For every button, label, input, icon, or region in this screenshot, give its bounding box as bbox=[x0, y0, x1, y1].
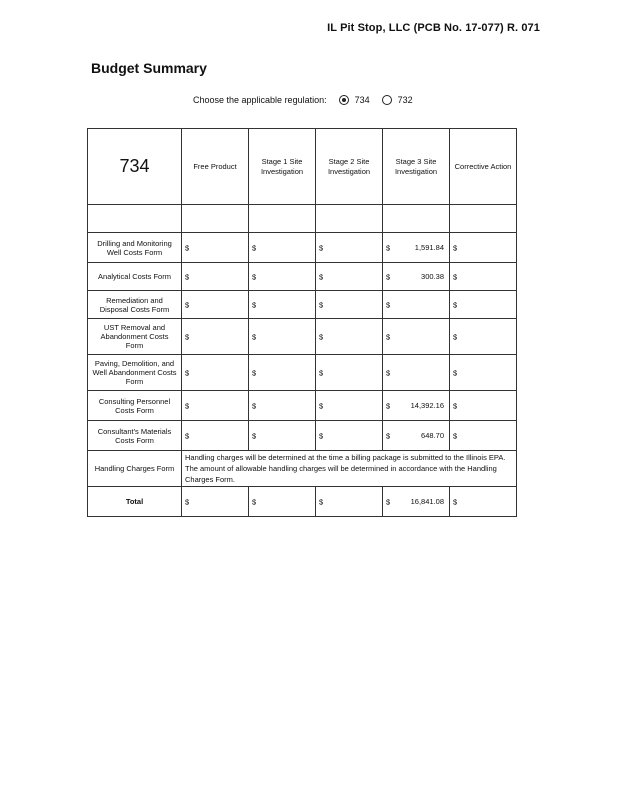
radio-734[interactable] bbox=[339, 95, 349, 105]
amount-cell[interactable] bbox=[182, 263, 249, 291]
amount-cell[interactable] bbox=[450, 421, 517, 451]
col-header-free-product: Free Product bbox=[182, 129, 249, 205]
amount-cell[interactable] bbox=[383, 319, 450, 355]
currency-symbol: $ bbox=[185, 332, 190, 341]
currency-symbol: $ bbox=[252, 300, 257, 309]
radio-732[interactable] bbox=[382, 95, 392, 105]
total-label: Total bbox=[88, 487, 182, 517]
amount-cell[interactable] bbox=[182, 391, 249, 421]
col-header-stage1: Stage 1 Site Investigation bbox=[249, 129, 316, 205]
currency-symbol: $ bbox=[386, 300, 391, 309]
currency-symbol: $ bbox=[252, 368, 257, 377]
currency-symbol: $ bbox=[453, 332, 458, 341]
row-label: Consultant's Materials Costs Form bbox=[88, 421, 182, 451]
blank-row bbox=[88, 205, 517, 233]
row-label: Paving, Demolition, and Well Abandonment Costs Form bbox=[88, 355, 182, 391]
currency-symbol: $ bbox=[319, 368, 324, 377]
currency-symbol: $ bbox=[453, 368, 458, 377]
currency-symbol: $ bbox=[252, 431, 257, 440]
row-label: Consulting Personnel Costs Form bbox=[88, 391, 182, 421]
amount-cell[interactable] bbox=[450, 391, 517, 421]
table-row bbox=[88, 291, 517, 319]
amount-cell[interactable] bbox=[383, 291, 450, 319]
regulation-label: 734 bbox=[88, 129, 182, 205]
currency-symbol: $ bbox=[319, 243, 324, 252]
amount-cell[interactable] bbox=[450, 233, 517, 263]
table-row bbox=[88, 391, 517, 421]
regulation-selector bbox=[193, 95, 413, 105]
currency-symbol: $ bbox=[185, 272, 190, 281]
amount-cell[interactable] bbox=[316, 391, 383, 421]
amount-cell[interactable] bbox=[182, 233, 249, 263]
amount-value: 648.70 bbox=[421, 431, 444, 440]
table-row bbox=[88, 263, 517, 291]
budget-table bbox=[87, 128, 517, 517]
currency-symbol: $ bbox=[185, 300, 190, 309]
amount-cell[interactable] bbox=[182, 355, 249, 391]
row-label: Remediation and Disposal Costs Form bbox=[88, 291, 182, 319]
currency-symbol: $ bbox=[386, 243, 391, 252]
currency-symbol: $ bbox=[386, 272, 391, 281]
currency-symbol: $ bbox=[453, 272, 458, 281]
amount-cell[interactable] bbox=[450, 319, 517, 355]
amount-cell[interactable] bbox=[316, 319, 383, 355]
currency-symbol: $ bbox=[185, 401, 190, 410]
amount-cell[interactable] bbox=[316, 263, 383, 291]
total-row: Total $ $ $ $ 16,841.08 $ bbox=[88, 487, 517, 517]
radio-732-label: 732 bbox=[397, 95, 413, 105]
amount-cell[interactable] bbox=[450, 263, 517, 291]
table-row bbox=[88, 233, 517, 263]
document-header: IL Pit Stop, LLC (PCB No. 17-077) R. 071 bbox=[327, 22, 540, 34]
handling-note: Handling charges will be determined at the time a billing package is submitted to the Illinois EPA. The amount of allowable handling charges will be determined in accordance with the Handling Charges Form. bbox=[182, 451, 517, 487]
currency-symbol: $ bbox=[319, 272, 324, 281]
amount-cell[interactable] bbox=[450, 291, 517, 319]
amount-cell[interactable] bbox=[182, 421, 249, 451]
currency-symbol: $ bbox=[453, 431, 458, 440]
row-label: Analytical Costs Form bbox=[88, 263, 182, 291]
currency-symbol: $ bbox=[386, 332, 391, 341]
amount-cell[interactable] bbox=[316, 421, 383, 451]
amount-cell[interactable] bbox=[249, 319, 316, 355]
currency-symbol: $ bbox=[252, 401, 257, 410]
amount-cell[interactable] bbox=[249, 391, 316, 421]
amount-cell[interactable] bbox=[316, 355, 383, 391]
amount-cell[interactable] bbox=[182, 291, 249, 319]
amount-cell[interactable] bbox=[249, 233, 316, 263]
amount-cell[interactable] bbox=[249, 291, 316, 319]
currency-symbol: $ bbox=[319, 332, 324, 341]
regulation-prompt: Choose the applicable regulation: bbox=[193, 95, 327, 105]
handling-label: Handling Charges Form bbox=[88, 451, 182, 487]
amount-value: 14,392.16 bbox=[410, 401, 444, 410]
table-row bbox=[88, 355, 517, 391]
currency-symbol: $ bbox=[386, 368, 391, 377]
amount-cell[interactable] bbox=[383, 263, 450, 291]
amount-cell[interactable] bbox=[316, 291, 383, 319]
table-row bbox=[88, 421, 517, 451]
amount-cell[interactable] bbox=[249, 355, 316, 391]
radio-734-label: 734 bbox=[354, 95, 370, 105]
amount-value: 1,591.84 bbox=[414, 243, 444, 252]
header-row bbox=[88, 129, 517, 205]
col-header-stage3: Stage 3 Site Investigation bbox=[383, 129, 450, 205]
page-title: Budget Summary bbox=[91, 60, 207, 76]
currency-symbol: $ bbox=[185, 431, 190, 440]
amount-cell[interactable] bbox=[383, 355, 450, 391]
amount-cell[interactable] bbox=[383, 391, 450, 421]
amount-cell[interactable] bbox=[316, 233, 383, 263]
amount-cell[interactable] bbox=[383, 421, 450, 451]
currency-symbol: $ bbox=[252, 272, 257, 281]
row-label: UST Removal and Abandonment Costs Form bbox=[88, 319, 182, 355]
currency-symbol: $ bbox=[453, 300, 458, 309]
amount-value: 300.38 bbox=[421, 272, 444, 281]
currency-symbol: $ bbox=[386, 431, 391, 440]
total-stage3: 16,841.08 bbox=[410, 497, 444, 506]
currency-symbol: $ bbox=[252, 332, 257, 341]
col-header-corrective-action: Corrective Action bbox=[450, 129, 517, 205]
table-row bbox=[88, 319, 517, 355]
row-label: Drilling and Monitoring Well Costs Form bbox=[88, 233, 182, 263]
currency-symbol: $ bbox=[319, 401, 324, 410]
col-header-stage2: Stage 2 Site Investigation bbox=[316, 129, 383, 205]
currency-symbol: $ bbox=[185, 243, 190, 252]
currency-symbol: $ bbox=[252, 243, 257, 252]
currency-symbol: $ bbox=[319, 431, 324, 440]
currency-symbol: $ bbox=[386, 401, 391, 410]
handling-row bbox=[88, 451, 517, 487]
amount-cell[interactable] bbox=[450, 355, 517, 391]
amount-cell[interactable] bbox=[249, 263, 316, 291]
amount-cell[interactable] bbox=[383, 233, 450, 263]
currency-symbol: $ bbox=[453, 243, 458, 252]
currency-symbol: $ bbox=[319, 300, 324, 309]
currency-symbol: $ bbox=[185, 368, 190, 377]
amount-cell[interactable] bbox=[249, 421, 316, 451]
amount-cell[interactable] bbox=[182, 319, 249, 355]
currency-symbol: $ bbox=[453, 401, 458, 410]
